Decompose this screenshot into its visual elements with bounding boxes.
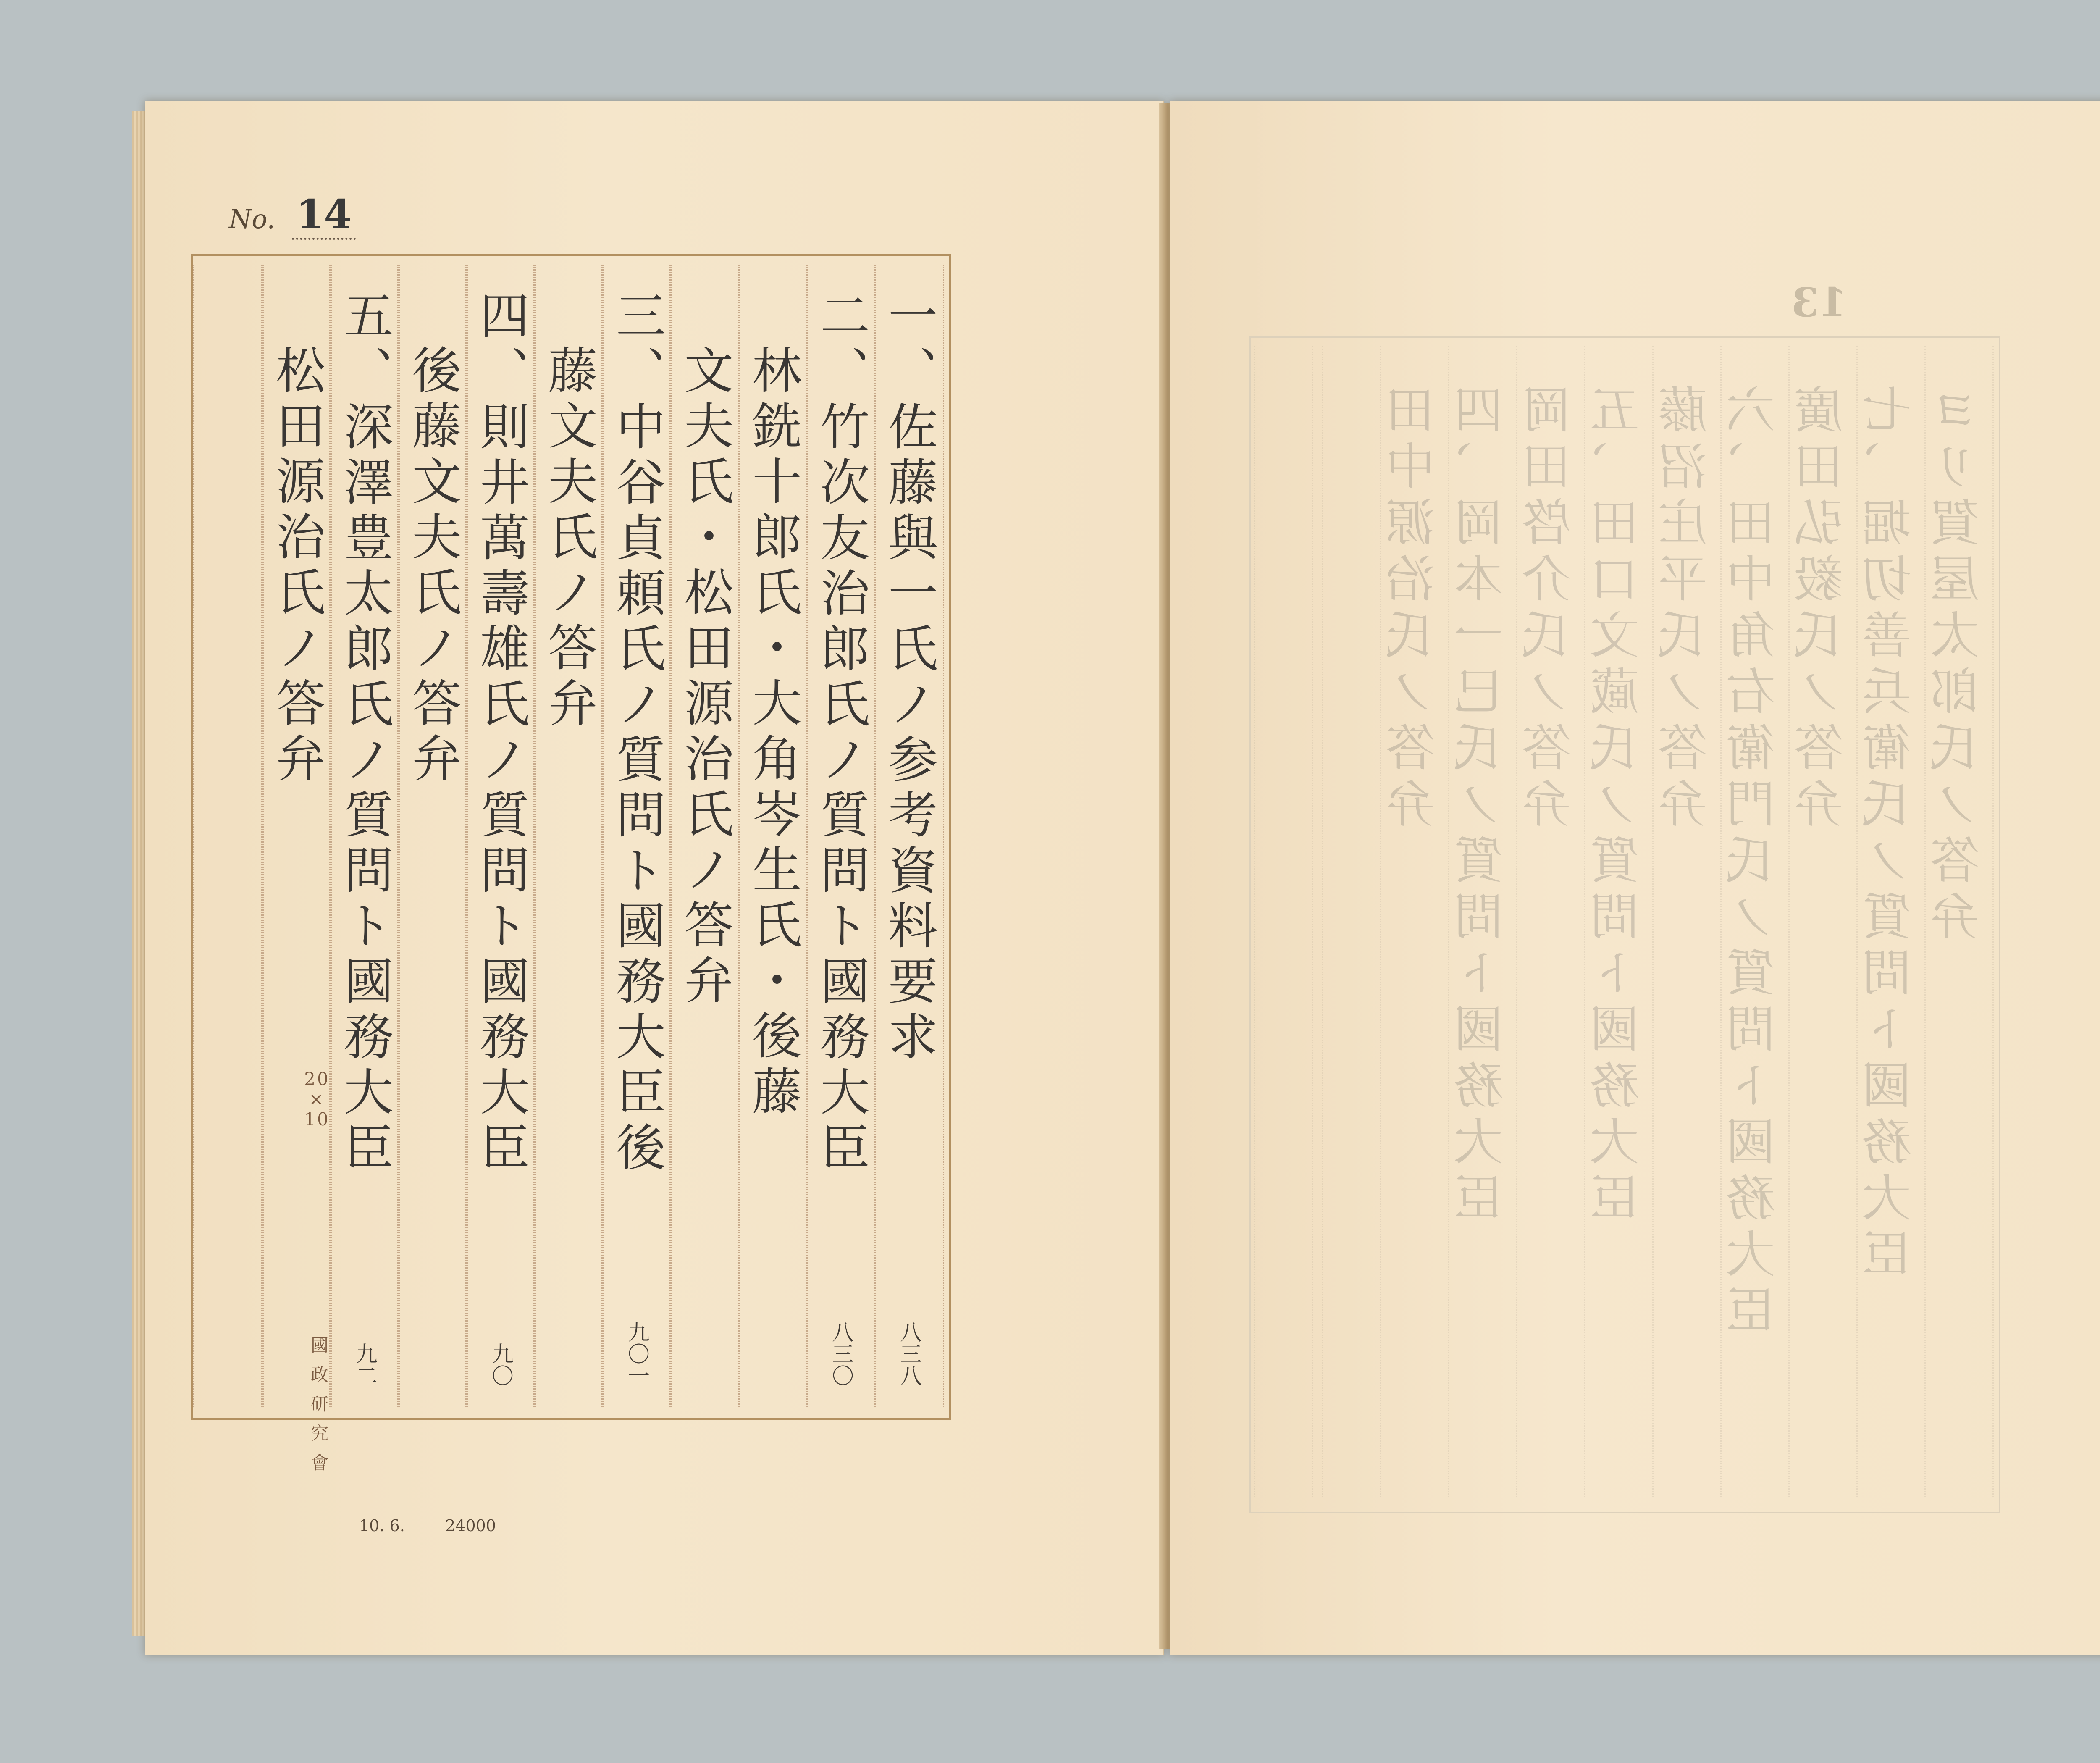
column-page-ref: 九〇 (488, 1343, 513, 1386)
column-text: 後藤文夫氏ノ答弁 (404, 344, 462, 788)
showthrough-column: 廣田弘毅氏ノ答弁 (1788, 346, 1858, 1497)
column-text: 五、深澤豊太郎氏ノ質問ト國務大臣 (336, 290, 394, 1177)
column-text: 藤文夫氏ノ答弁 (540, 344, 598, 733)
manuscript-grid-frame (191, 254, 951, 1420)
showthrough-column: 七、堀切善兵衛氏ノ質問ト國務大臣 (1856, 346, 1926, 1497)
column-text: 林銑十郎氏・大角岑生氏・後藤 (744, 344, 802, 1121)
showthrough-column: 四、岡本一巳氏ノ質問ト國務大臣 (1448, 346, 1517, 1497)
showthrough-column: 岡田啓介氏ノ答弁 (1516, 346, 1586, 1497)
column-text: 文夫氏・松田源治氏ノ答弁 (676, 344, 734, 1010)
manuscript-column-7 (465, 265, 536, 1407)
manuscript-column-8 (397, 265, 468, 1407)
showthrough-column (1254, 346, 1323, 1497)
manuscript-column-1 (874, 265, 944, 1407)
manuscript-column-5 (601, 265, 672, 1407)
column-text: 三、中谷貞頼氏ノ質問ト國務大臣後 (608, 290, 666, 1177)
column-page-ref: 八三八 (896, 1321, 921, 1386)
showthrough-column: 六、田中角右衛門氏ノ質問ト國務大臣 (1720, 346, 1790, 1497)
manuscript-column-10 (261, 265, 332, 1407)
column-page-ref: 八三〇 (828, 1321, 853, 1386)
grid-size-label: 20 × 10 (304, 1069, 330, 1130)
column-text: 二、竹次友治郎氏ノ質問ト國務大臣 (812, 290, 870, 1177)
manuscript-column-2 (806, 265, 876, 1407)
publisher-mark: 國政研究會 (308, 1336, 329, 1483)
print-run: 24000 (445, 1516, 496, 1535)
manuscript-column-4 (669, 265, 740, 1407)
showthrough-column: 五、田口文蔵氏ノ質問ト國務大臣 (1584, 346, 1654, 1497)
manuscript-column-6 (533, 265, 604, 1407)
column-page-ref: 九〇一 (624, 1321, 649, 1386)
page-number-showthrough: 13 (1791, 279, 1847, 326)
manuscript-column-11 (193, 265, 264, 1407)
column-text: 四、則井萬壽雄氏ノ質問ト國務大臣 (472, 290, 530, 1177)
page-number-heading (229, 191, 356, 238)
showthrough-mirror (1251, 338, 1999, 1512)
page-number-label: No. (229, 204, 276, 234)
showthrough-column: 田中源治氏ノ答弁 (1380, 346, 1449, 1497)
print-date: 10. 6. (359, 1516, 405, 1535)
column-text: 一、佐藤與一氏ノ参考資料要求 (880, 290, 938, 1066)
manuscript-column-3 (738, 265, 808, 1407)
page-number: 14 (292, 191, 356, 240)
manuscript-column-9 (329, 265, 400, 1407)
showthrough-column: 藤沼庄平氏ノ答弁 (1652, 346, 1722, 1497)
column-text: 松田源治氏ノ答弁 (268, 344, 326, 788)
showthrough-column: ヨリ賀屋太郎氏ノ答弁 (1924, 346, 1994, 1497)
column-page-ref: 九二 (352, 1343, 377, 1386)
showthrough-grid-frame (1250, 336, 2000, 1513)
